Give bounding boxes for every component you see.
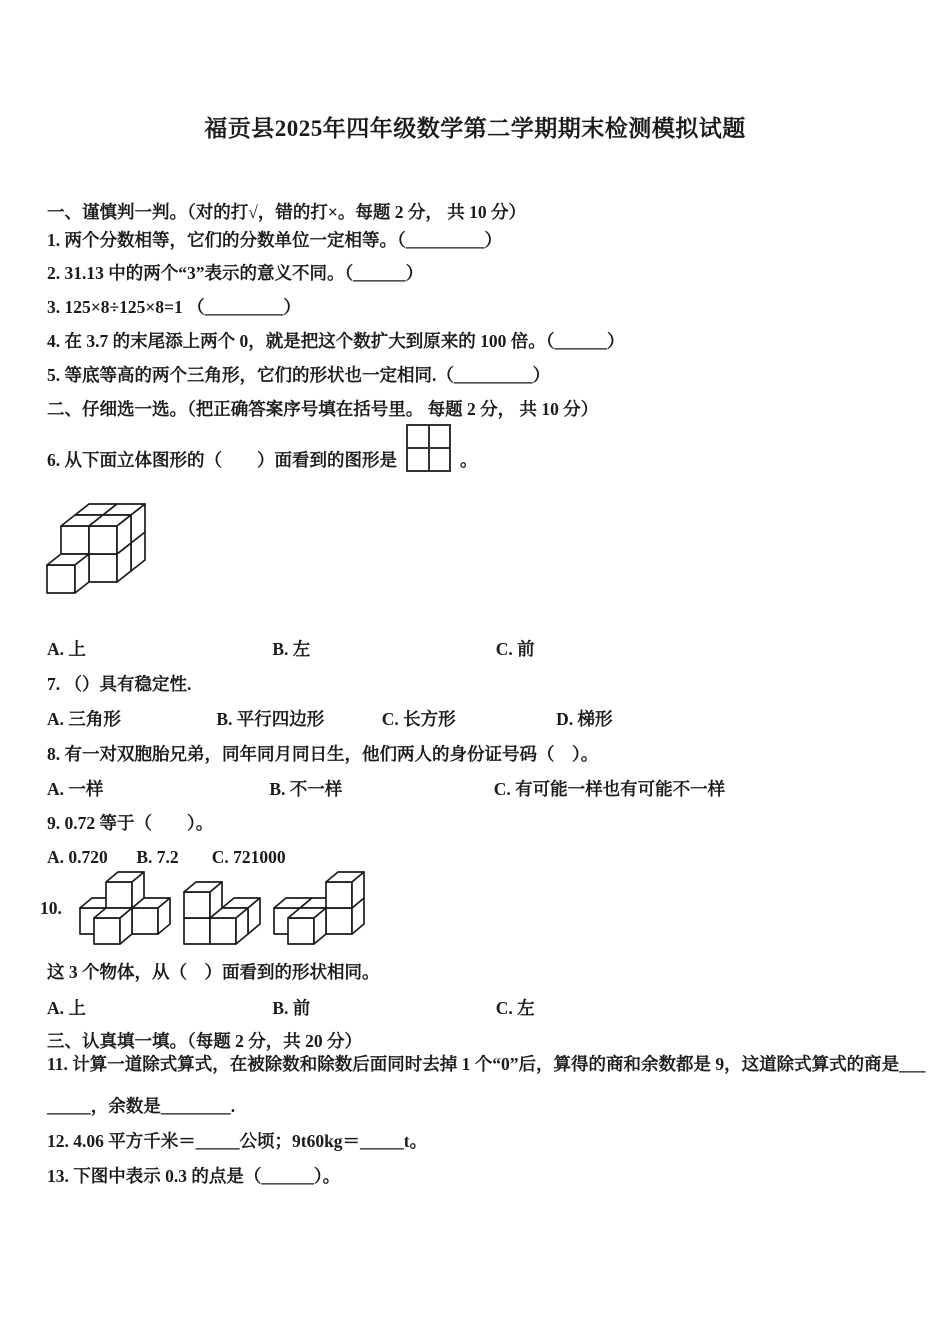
question-4: 4. 在 3.7 的末尾添上两个 0，就是把这个数扩大到原来的 100 倍。（______） <box>47 331 625 351</box>
question-6-period: 。 <box>460 450 478 471</box>
question-7: 7. （）具有稳定性. <box>47 674 192 694</box>
question-13: 13. 下图中表示 0.3 的点是（______）。 <box>47 1166 341 1186</box>
option-b: B. 左 <box>272 639 311 659</box>
section-3-heading: 三、认真填一填。（每题 2 分，共 20 分） <box>47 1031 362 1051</box>
option-c: C. 长方形 <box>381 709 456 729</box>
question-6-text: 6. 从下面立体图形的（ ）面看到的图形是 <box>47 450 397 471</box>
question-10-options <box>47 997 535 1020</box>
option-a: A. 三角形 <box>47 709 121 729</box>
section-2-heading: 二、仔细选一选。（把正确答案序号填在括号里。 每题 2 分， 共 10 分） <box>47 399 599 419</box>
option-c: C. 721000 <box>211 847 286 867</box>
question-1: 1. 两个分数相等，它们的分数单位一定相等。（_________） <box>47 230 502 250</box>
view-shape-grid-figure <box>406 424 451 472</box>
option-c: C. 前 <box>495 639 535 659</box>
question-3: 3. 125×8÷125×8=1 （_________） <box>47 297 301 317</box>
question-11-line-1: 11. 计算一道除式算式，在被除数和除数后面同时去掉 1 个“0”后，算得的商和余数都是 9，这道除式算式的商是___ <box>47 1054 926 1074</box>
option-b: B. 不一样 <box>269 779 343 799</box>
cube-figure-2 <box>182 880 262 946</box>
question-9: 9. 0.72 等于（ ）。 <box>47 813 214 833</box>
question-10-text: 这 3 个物体，从（ ）面看到的形状相同。 <box>47 962 380 982</box>
question-12: 12. 4.06 平方千米＝_____公顷；9t60kg＝_____t。 <box>47 1131 428 1151</box>
option-a: A. 0.720 <box>47 847 108 867</box>
question-6 <box>47 424 478 472</box>
question-9-options <box>47 846 286 869</box>
option-b: B. 前 <box>272 998 311 1018</box>
question-11-line-2: _____，余数是________. <box>47 1096 236 1116</box>
question-6-figure <box>45 502 147 595</box>
cube-figure-1 <box>78 870 172 946</box>
question-8: 8. 有一对双胞胎兄弟，同年同月同日生，他们两人的身份证号码（ ）。 <box>47 744 599 764</box>
cube-stack-figure <box>45 502 147 595</box>
section-1-heading: 一、谨慎判一判。（对的打√，错的打×。每题 2 分， 共 10 分） <box>47 202 526 222</box>
option-a: A. 上 <box>47 639 86 659</box>
option-a: A. 一样 <box>47 779 104 799</box>
option-a: A. 上 <box>47 998 86 1018</box>
page-title: 福贡县2025年四年级数学第二学期期末检测模拟试题 <box>204 116 746 141</box>
option-c: C. 左 <box>495 998 535 1018</box>
question-10-figures <box>40 870 376 946</box>
option-c: C. 有可能一样也有可能不一样 <box>493 779 726 799</box>
question-6-options <box>47 638 535 661</box>
cube-figure-3 <box>272 870 366 946</box>
question-2: 2. 31.13 中的两个“3”表示的意义不同。（______） <box>47 263 424 283</box>
option-d: D. 梯形 <box>556 709 613 729</box>
question-10-number: 10. <box>40 897 62 918</box>
question-7-options <box>47 708 613 731</box>
option-b: B. 平行四边形 <box>216 709 325 729</box>
question-5: 5. 等底等高的两个三角形，它们的形状也一定相同.（_________） <box>47 365 551 385</box>
question-8-options <box>47 778 725 801</box>
option-b: B. 7.2 <box>136 847 179 867</box>
